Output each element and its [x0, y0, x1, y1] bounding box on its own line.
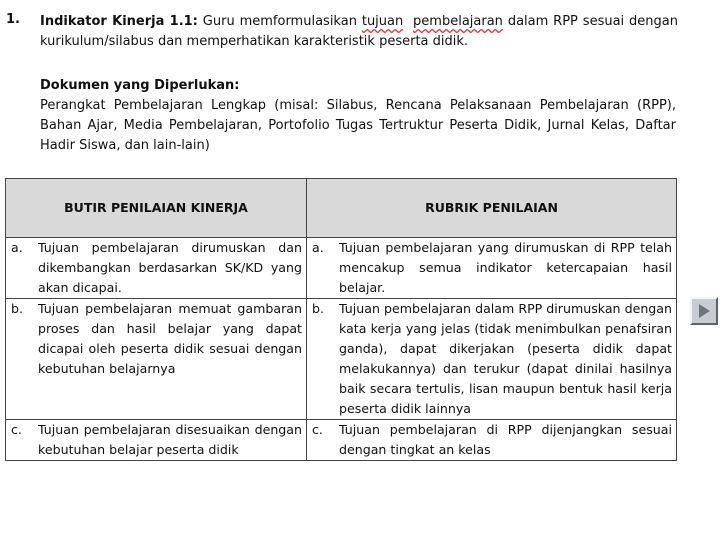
- item-letter: b.: [11, 301, 23, 316]
- item-letter: a.: [11, 240, 23, 255]
- item-text: Tujuan pembelajaran dalam RPP dirumuskan dengan kata kerja yang jelas (tidak menimbulkan penafsiran ganda), dapat dikerjakan (peserta didik dapat melakukannya) dan terukur (dapat dinilai hasilnya baik secara tertulis, lisan maupun bentuk hasil kerja peserta didik lainnya: [339, 301, 672, 416]
- spellcheck-word-tujuan: tujuan: [361, 14, 404, 29]
- item-text: Tujuan pembelajaran di RPP dijenjangkan sesuai dengan tingkat an kelas: [339, 422, 672, 457]
- rubrik-cell-a: [307, 238, 677, 299]
- item-letter: c.: [312, 422, 323, 437]
- documents-body: Perangkat Pembelajaran Lengkap (misal: Silabus, Rencana Pelaksanaan Pembelajaran (RPP), Bahan Ajar, Media Pembelajaran, Portofolio Tugas Tertruktur Peserta Didik, Jurnal Kelas, Daftar Hadir Siswa, dan lain-lain): [40, 98, 676, 153]
- table-row: [6, 420, 677, 461]
- play-next-icon: [696, 303, 712, 319]
- item-text: Tujuan pembelajaran dirumuskan dan dikembangkan berdasarkan SK/KD yang akan dicapai.: [38, 240, 302, 295]
- next-slide-button[interactable]: [690, 297, 718, 325]
- butir-cell-b: [6, 299, 307, 420]
- rubrik-cell-b: [307, 299, 677, 420]
- item-text: Tujuan pembelajaran disesuaikan dengan kebutuhan belajar peserta didik: [38, 422, 302, 457]
- rubric-table: [5, 178, 677, 461]
- header-rubrik: RUBRIK PENILAIAN: [307, 179, 677, 238]
- table-row: [6, 238, 677, 299]
- indicator-label: Indikator Kinerja 1.1:: [40, 14, 198, 29]
- required-documents: [40, 76, 676, 156]
- table-row: [6, 299, 677, 420]
- item-letter: b.: [312, 301, 324, 316]
- item-text: Tujuan pembelajaran memuat gambaran proses dan hasil belajar yang dapat dicapai oleh peserta didik sesuai dengan kebutuhan belajarnya: [38, 301, 302, 376]
- table-header-row: [6, 179, 677, 238]
- indicator-text: [40, 12, 678, 52]
- indicator-text-after: dalam RPP sesuai dengan kurikulum/silabus dan memperhatikan karakteristik peserta didik.: [40, 14, 678, 49]
- butir-cell-c: [6, 420, 307, 461]
- item-letter: c.: [11, 422, 22, 437]
- butir-cell-a: [6, 238, 307, 299]
- indicator-text-before: Guru memformulasikan: [202, 14, 357, 29]
- indicator-number: 1.: [6, 12, 20, 27]
- item-text: Tujuan pembelajaran yang dirumuskan di RPP telah mencakup semua indikator ketercapaian hasil belajar.: [339, 240, 672, 295]
- spellcheck-word-pembelajaran: pembelajaran: [413, 14, 503, 29]
- documents-title: Dokumen yang Diperlukan:: [40, 78, 240, 93]
- rubrik-cell-c: [307, 420, 677, 461]
- header-butir: BUTIR PENILAIAN KINERJA: [6, 179, 307, 238]
- item-letter: a.: [312, 240, 324, 255]
